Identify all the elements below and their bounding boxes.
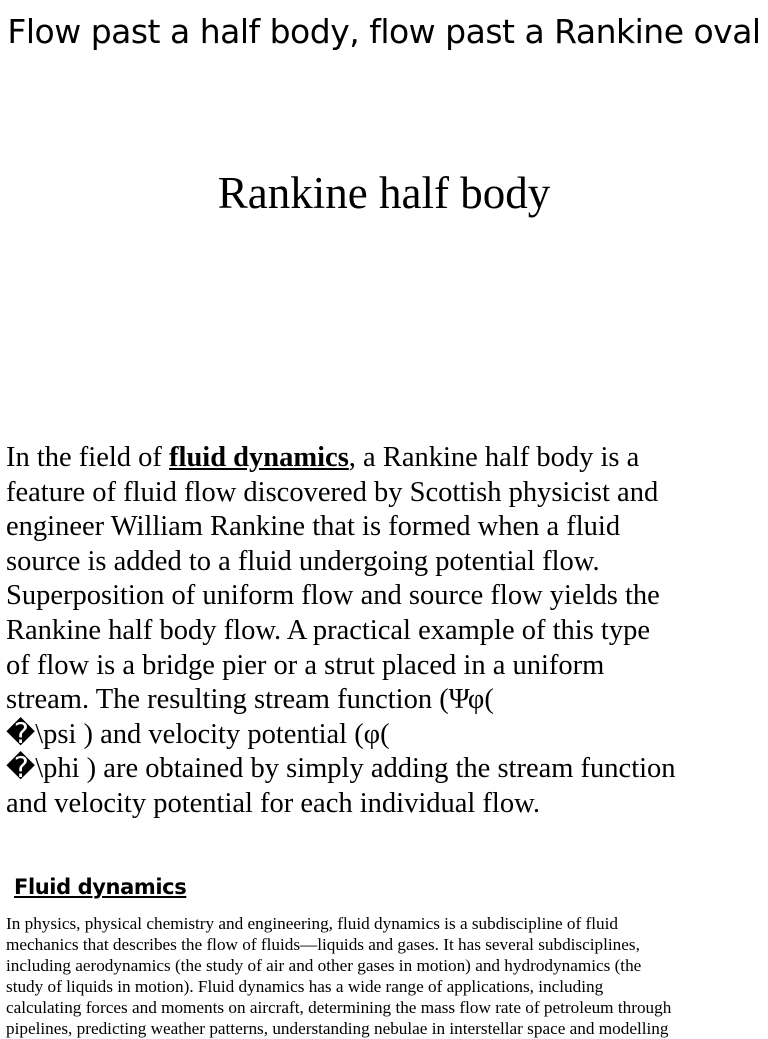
intro-line: source is added to a fluid undergoing potential flow.: [6, 545, 600, 577]
intro-line: engineer William Rankine that is formed when a fluid: [6, 511, 621, 543]
intro-line: [6, 441, 768, 476]
body-line: calculating forces and moments on aircraft, determining the mass flow rate of petroleum through: [6, 998, 672, 1017]
body-line: mechanics that describes the flow of fluids—liquids and gases. It has several subdisciplines,: [6, 935, 640, 954]
intro-line: feature of fluid flow discovered by Scottish physicist and: [6, 476, 659, 508]
intro-line: stream. The resulting stream function (Ψφ(: [6, 684, 494, 716]
intro-line1-suffix: , a Rankine half body is a: [348, 442, 640, 473]
fluid-dynamics-paragraph: [6, 913, 768, 1039]
intro-line: Superposition of uniform flow and source flow yields the: [6, 580, 660, 612]
intro-paragraph: [6, 441, 768, 822]
intro-prefix: In the field of: [6, 442, 170, 473]
fluid-dynamics-heading: Fluid dynamics: [14, 875, 187, 899]
intro-line: �\phi ) are obtained by simply adding the stream function: [6, 753, 676, 785]
intro-line: �\psi ) and velocity potential (φ(: [6, 718, 390, 750]
body-line: study of liquids in motion). Fluid dynamics has a wide range of applications, including: [6, 977, 604, 996]
body-line: including aerodynamics (the study of air and other gases in motion) and hydrodynamics (the: [6, 956, 642, 975]
intro-line: Rankine half body flow. A practical example of this type: [6, 614, 650, 646]
page-title: Flow past a half body, flow past a Rankine oval: [7, 12, 761, 51]
intro-line: and velocity potential for each individual flow.: [6, 787, 540, 819]
fluid-dynamics-link[interactable]: fluid dynamics: [169, 442, 349, 473]
body-line: pipelines, predicting weather patterns, understanding nebulae in interstellar space and modelling: [6, 1019, 669, 1038]
section-title-rankine-half-body: Rankine half body: [217, 168, 551, 218]
intro-line: of flow is a bridge pier or a strut placed in a uniform: [6, 649, 605, 681]
body-line: In physics, physical chemistry and engineering, fluid dynamics is a subdiscipline of fluid: [6, 914, 618, 933]
